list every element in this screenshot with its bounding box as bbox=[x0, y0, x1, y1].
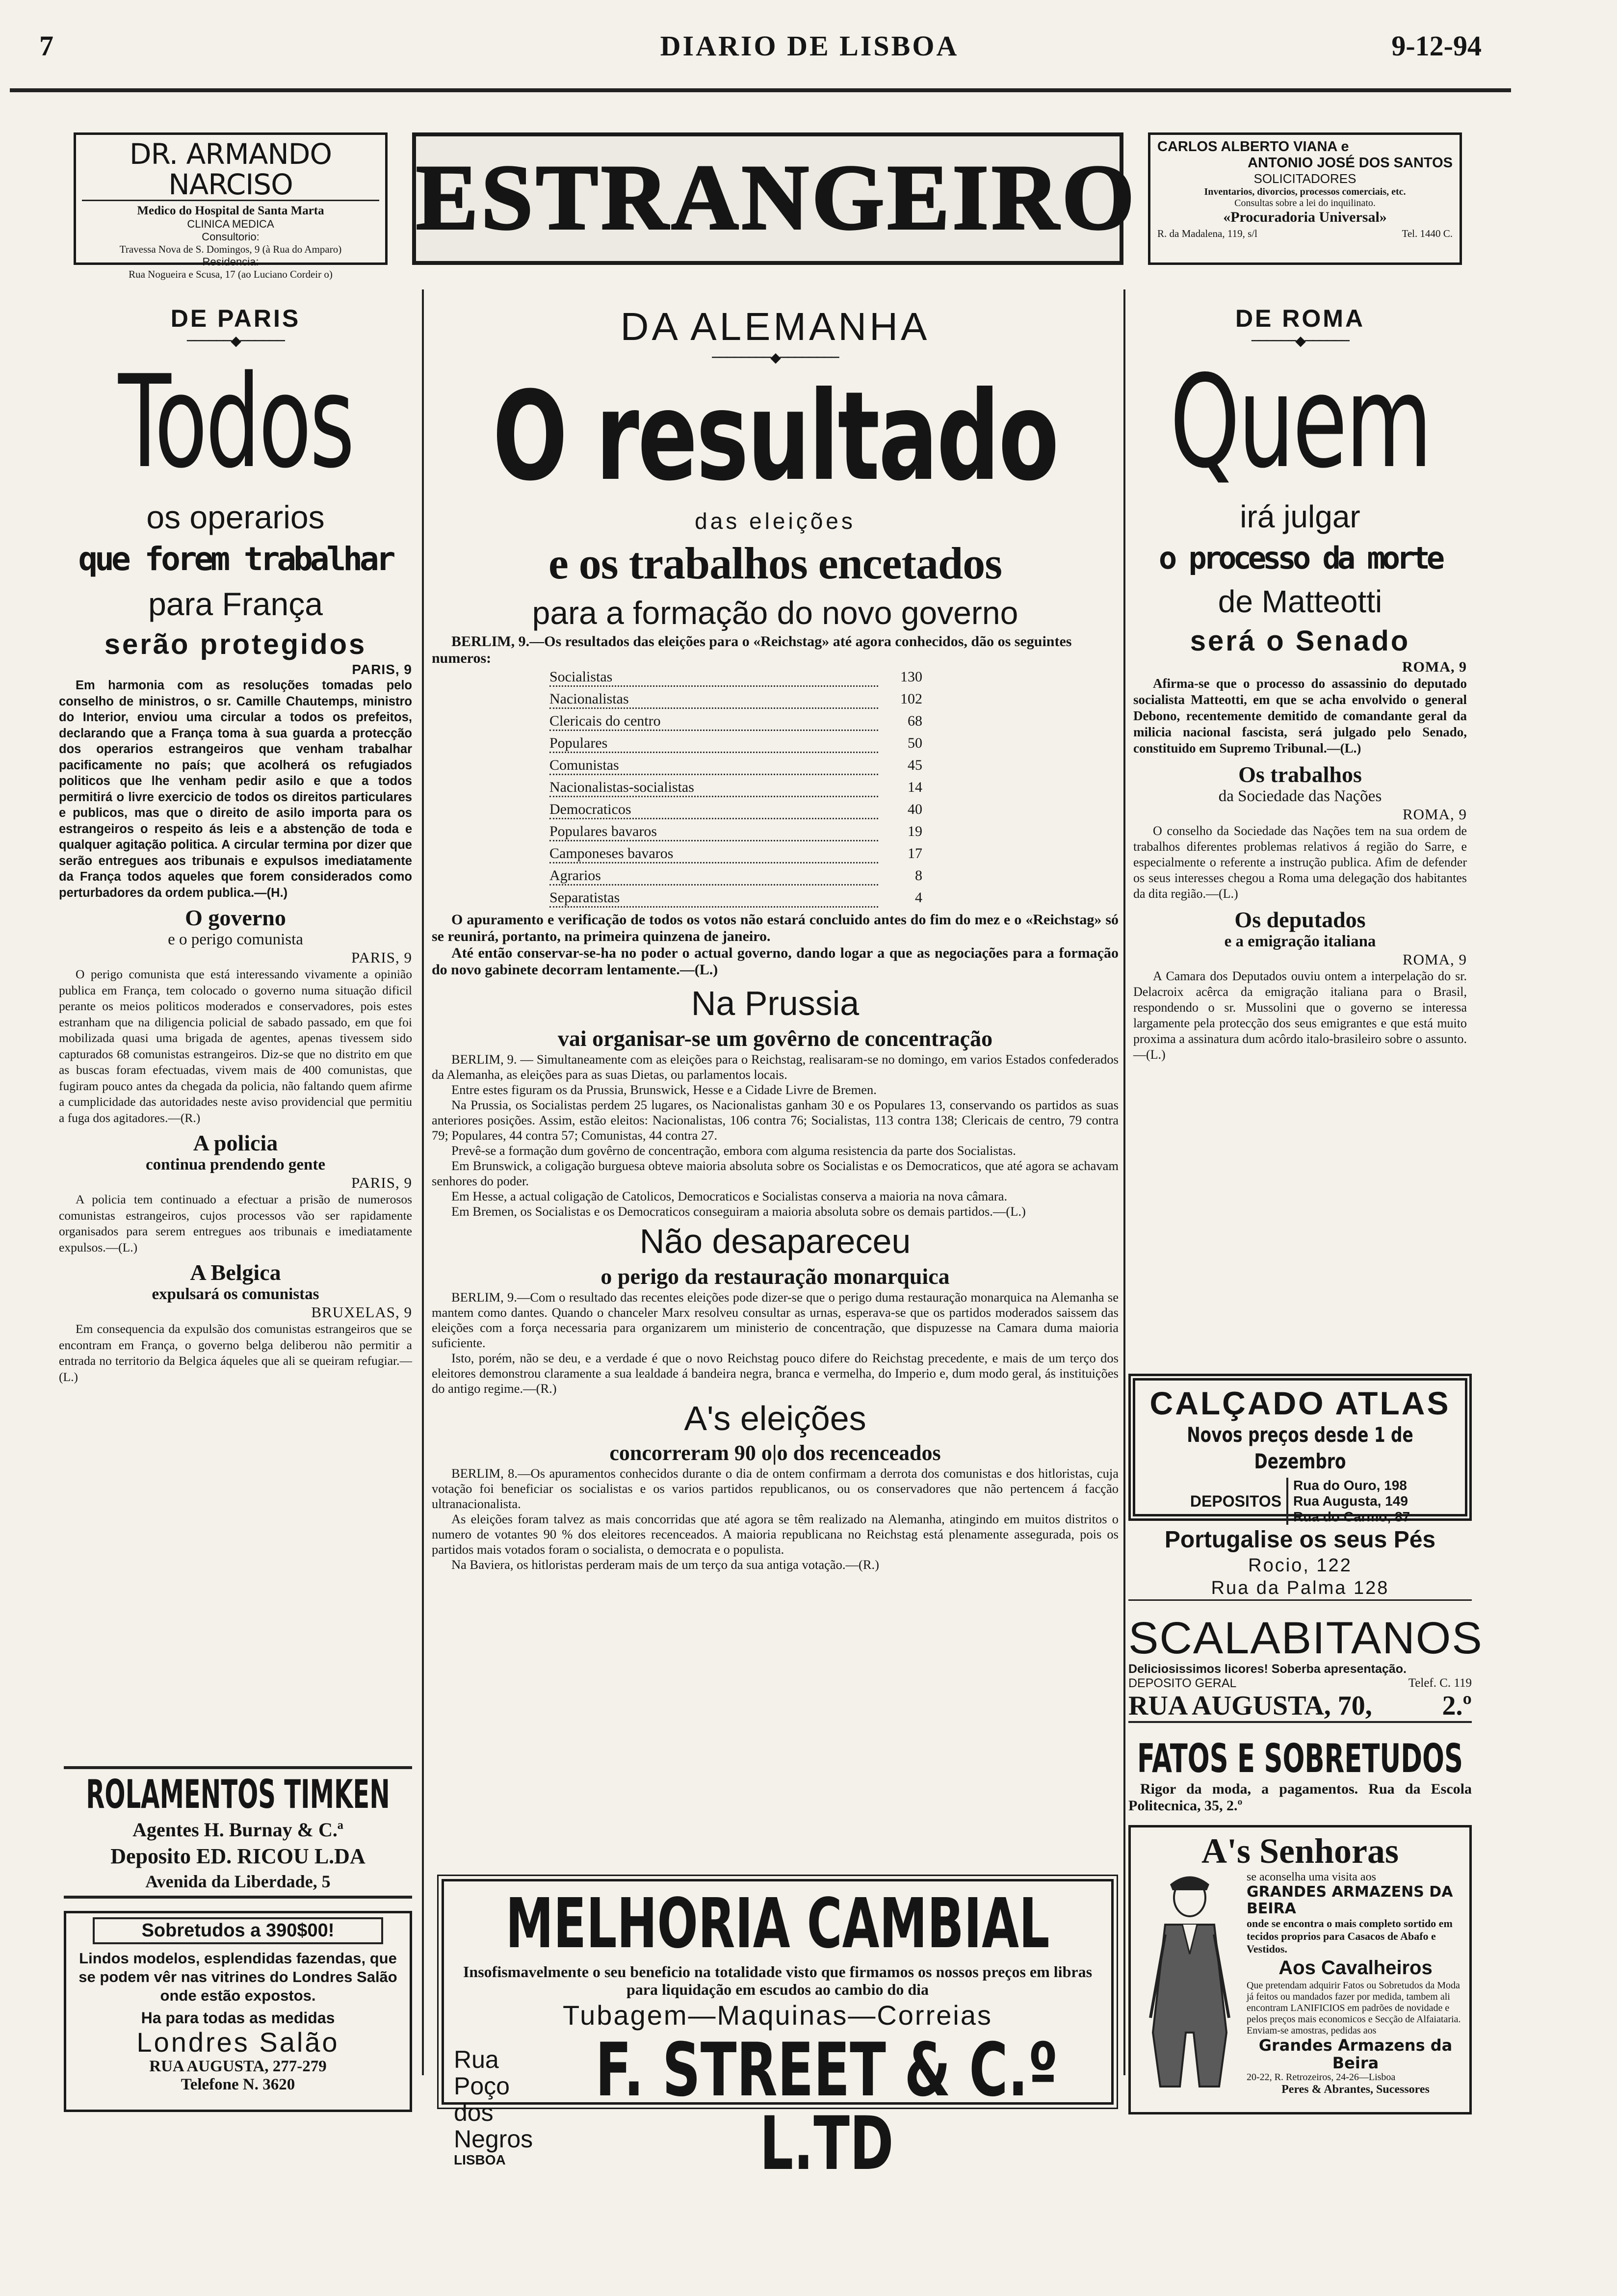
center-s3-body bbox=[432, 1466, 1119, 1572]
ad-pes-line3: Rua da Palma 128 bbox=[1211, 1578, 1389, 1598]
ad-solicitors-line6: «Procuradoria Universal» bbox=[1223, 209, 1387, 225]
ad-doctor-line4: Travessa Nova de S. Domingos, 9 (à Rua do Amparo) bbox=[119, 243, 342, 255]
left-sub1-title: O governo bbox=[185, 905, 286, 930]
left-sub2-body: A policia tem continuado a efectuar a prisão de numerosos comunistas estrangeiros, cujos processos vão ser rapidamente organisados para serem entregues aos tribunais e imediatamente expulsos.—(L.) bbox=[59, 1192, 412, 1254]
ad-armazens-title2: Aos Cavalheiros bbox=[1278, 1957, 1433, 1979]
right-sub2-title: Os deputados bbox=[1234, 907, 1366, 932]
left-sub1-deck: e o perigo comunista bbox=[168, 931, 303, 948]
center-kicker: DA ALEMANHA bbox=[620, 305, 930, 348]
left-sub3-body: Em consequencia da expulsão dos comunistas estrangeiros que se encontram em França, o governo belga deliberou não permitir a entrada no territorio da Belgica áqueles que ali se queiram refugiar.—(L.) bbox=[59, 1322, 412, 1384]
ad-scalabitanos-phone: Telef. C. 119 bbox=[1408, 1676, 1472, 1690]
center-s1-p2: Entre estes figuram os da Prussia, Brunswick, Hesse e a Cidade Livre de Bremen. bbox=[451, 1082, 877, 1097]
center-s1-p7: Em Bremen, os Socialistas e os Democraticos conseguiram a maioria absoluta sobre os demais partidos.—(L.) bbox=[451, 1204, 1026, 1219]
center-s2-p1: BERLIM, 9.—Com o resultado das recentes eleições pode dizer-se que o perigo duma restauração monarquica na Alemanha se mantem como dantes. Quando o chanceler Marx resolveu consultar as urnas, esperava-se que os partidos moderados saissem das eleições com a força necessaria para organizarem um ministerio de concentração, que dispuzesse na Camara duma maioria suficiente. bbox=[432, 1290, 1119, 1350]
ad-atlas-label: DEPOSITOS bbox=[1190, 1492, 1282, 1510]
ad-armazens-line1: se aconselha uma visita aos bbox=[1247, 1871, 1376, 1883]
section-title-box bbox=[412, 132, 1138, 265]
center-s1-p1: BERLIM, 9. — Simultaneamente com as eleições para o Reichstag, realisaram-se no domingo, em varios Estados confederados da Alemanha, as eleições para as suas Dietas, ou parlamentos locais. bbox=[432, 1052, 1119, 1082]
ad-armazens-addr: 20-22, R. Retrozeiros, 24-26—Lisboa bbox=[1247, 2072, 1396, 2083]
left-body bbox=[59, 678, 412, 901]
ad-atlas-addr3: Rua do Carmo, 87 bbox=[1293, 1509, 1410, 1524]
right-sub2-body: A Camara dos Deputados ouviu ontem a interpelação do sr. Delacroix acêrca da emigração italiana para o Brasil, respondendo o sr. Mussolini que o governo se interessa largamente pela protecção dos seus emigrantes e que está muito proxima a assinatura dum acôrdo italo-brasileiro sobre o assunto.—(L.) bbox=[1133, 969, 1467, 1062]
ad-scalabitanos-depot: DEPOSITO GERAL bbox=[1128, 1676, 1237, 1690]
page-number: 7 bbox=[39, 30, 53, 62]
left-sub1-dateline: PARIS, 9 bbox=[351, 949, 412, 966]
center-s2-body bbox=[432, 1290, 1119, 1396]
ad-armazens-owners: Peres & Abrantes, Sucessores bbox=[1281, 2083, 1430, 2096]
right-sub1-deck: da Sociedade das Nações bbox=[1218, 787, 1382, 805]
center-column bbox=[432, 304, 1119, 1572]
center-s1-p5: Em Brunswick, a coligação burguesa obteve maioria absoluta sobre os Socialistas e os Democraticos, que até agora se achavam senhores do poder. bbox=[432, 1158, 1119, 1188]
left-headline: Todos bbox=[118, 348, 353, 496]
results-row: Populares bavaros 19 bbox=[549, 823, 922, 845]
ad-armazens-title: A's Senhoras bbox=[1201, 1831, 1399, 1871]
section-title: ESTRANGEIRO bbox=[416, 146, 1138, 249]
left-deck4: serão protegidos bbox=[104, 628, 367, 660]
center-s3-p2: As eleições foram talvez as mais concorridas que até agora se têm realizado na Alemanha, atingindo em muitos distritos o numero de votantes 90 % dos eleitores recenceados. A maioria republicana no Reichstag está plenamente assegurada, pois os partidos mais votados foram o socialista, o democrata e o populista. bbox=[432, 1512, 1119, 1557]
left-sub2-dateline: PARIS, 9 bbox=[351, 1174, 412, 1191]
right-deck1: irá julgar bbox=[1240, 499, 1360, 534]
ad-street-addr1: Rua Poço bbox=[454, 2046, 510, 2100]
ad-doctor-line6: Rua Nogueira e Scusa, 17 (ao Luciano Cordeir o) bbox=[129, 268, 333, 280]
center-s3-p3: Na Baviera, os hitloristas perderam mais de um terço da sua antiga votação.—(R.) bbox=[451, 1557, 880, 1572]
ad-street-line1: Insofismavelmente o seu beneficio na totalidade visto que firmamos os nossos preços em libras para liquidação em escudos ao cambio do dia bbox=[463, 1963, 1093, 1998]
right-sub2-deck: e a emigração italiana bbox=[1224, 933, 1376, 950]
right-sub2-dateline: ROMA, 9 bbox=[1402, 951, 1467, 968]
center-s2-p2: Isto, porém, não se deu, e a verdade é que o novo Reichstag pouco difere do Reichstag precedente, e mais de um terço dos eleitores demonstrou claramente a sua lealdade á bandeira negra, branca e vermelha, do Imperio e, dum modo geral, ás instituições do antigo regime.—(R.) bbox=[432, 1351, 1119, 1396]
right-deck2: o processo da morte bbox=[1158, 540, 1442, 576]
ad-doctor-box bbox=[74, 132, 388, 280]
election-results-table bbox=[549, 669, 922, 912]
ad-scalabitanos-addr: RUA AUGUSTA, 70, bbox=[1128, 1691, 1372, 1721]
right-deck4: será o Senado bbox=[1190, 625, 1410, 657]
right-deck3: de Matteotti bbox=[1218, 584, 1382, 619]
ad-street-title: MELHORIA CAMBIAL bbox=[505, 1884, 1050, 1964]
ad-solicitors-line1: CARLOS ALBERTO VIANA e bbox=[1157, 139, 1349, 155]
column-rule-left bbox=[422, 289, 424, 2075]
ad-doctor-line3: Consultorio: bbox=[202, 231, 260, 243]
ad-londres-address: RUA AUGUSTA, 277-279 bbox=[149, 2058, 327, 2075]
center-after-table: O apuramento e verificação de todos os votos não estará concluido antes do fim do mez e o «Reichstag» só se reunirá, portanto, na primeira quinzena de janeiro. bbox=[432, 912, 1119, 944]
left-body-text: Em harmonia com as resoluções tomadas pelo conselho de ministros, o sr. Camille Chautemps, ministro do Interior, enviou uma circular a todos os prefeitos, declarando que a França toma à sua guarda a protecção dos operarios estrangeiros que venham trabalhar pacificamente no país; que acolherá os refugiados politicos que lhe venham pedir asilo e que a todos permitirá o livre exercicio de todos os direitos particulares e publicos, mas que o direito de asilo importa para os estrangeiros o respeito ás leis e a abstenção de toda e qualquer agitação politica. A circular termina por dizer que serão entregues aos tribunais e expulsos imediatamente da França todos aqueles que forem considerados como perturbadores da ordem publica.—(H.) bbox=[59, 678, 412, 900]
center-deck2: e os trabalhos encetados bbox=[548, 538, 1002, 588]
ad-pes-box bbox=[1128, 1526, 1472, 1601]
left-deck3: para França bbox=[148, 586, 323, 622]
right-kicker: DE ROMA bbox=[1235, 305, 1365, 332]
right-body: Afirma-se que o processo do assassinio do deputado socialista Matteotti, em que se acha envolvido o general Debono, recentemente demitido de comandante geral da milicia nacional fascista, será julgado pelo Senado, constituido em Supremo Tribunal.—(L.) bbox=[1133, 676, 1467, 756]
left-sub2-title: A policia bbox=[193, 1130, 278, 1155]
column-rule-right bbox=[1123, 289, 1125, 2075]
ad-fatos-body: Rigor da moda, a pagamentos. Rua da Escola Politecnica, 35, 2.º bbox=[1128, 1781, 1472, 1814]
center-lead: BERLIM, 9.—Os resultados das eleições para o «Reichstag» até agora conhecidos, dão os seguintes numeros: bbox=[432, 633, 1072, 666]
right-sub1-body: O conselho da Sociedade das Nações tem na sua ordem de trabalhos diferentes problemas relativos á região do Sarre, e especialmente o referente a instrução publica. Afim de defender os seus interesses chegou a Roma uma delegação dos habitantes da dita região.—(L.) bbox=[1133, 824, 1467, 901]
center-s1-p6: Em Hesse, a actual coligação de Catolicos, Democraticos e Socialistas conserva a maioria na nova câmara. bbox=[451, 1189, 1008, 1203]
center-s1-title: Na Prussia bbox=[691, 984, 860, 1022]
results-row: Nacionalistas-socialistas 14 bbox=[549, 779, 922, 801]
ad-armazens-brand2: Grandes Armazens da Beira bbox=[1258, 2036, 1453, 2072]
ad-londres-phone: Telefone N. 3620 bbox=[181, 2076, 295, 2093]
left-kicker: DE PARIS bbox=[170, 305, 301, 332]
ad-timken-line2: Deposito ED. RICOU L.DA bbox=[110, 1844, 365, 1868]
center-s3-p1: BERLIM, 8.—Os apuramentos conhecidos durante o dia de ontem confirmam a derrota dos comunistas e dos hitloristas, cuja votação foi beneficiar os socialistas e os varios partidos republicanos, ou os conservadores que não pertencem á facção ultranacionalista. bbox=[432, 1466, 1119, 1511]
ad-street-line2: Tubagem—Maquinas—Correias bbox=[563, 2000, 992, 2031]
results-row: Comunistas 45 bbox=[549, 757, 922, 779]
left-sub3-deck: expulsará os comunistas bbox=[152, 1285, 319, 1303]
ad-atlas-line1: Novos preços desde 1 de Dezembro bbox=[1187, 1423, 1413, 1473]
gentleman-illustration bbox=[1136, 1871, 1244, 2096]
center-headline: O resultado bbox=[493, 365, 1058, 508]
ad-atlas-addr2: Rua Augusta, 149 bbox=[1293, 1493, 1408, 1509]
results-row: Agrarios 8 bbox=[549, 867, 922, 889]
ad-atlas-addr1: Rua do Ouro, 198 bbox=[1293, 1478, 1407, 1493]
results-row: Populares 50 bbox=[549, 735, 922, 757]
ad-scalabitanos-floor: 2.º bbox=[1442, 1691, 1472, 1721]
ad-fatos-box bbox=[1128, 1737, 1472, 1814]
ad-solicitors-line4: Inventarios, divorcios, processos comerciais, etc. bbox=[1204, 186, 1406, 197]
ad-street-addr2: dos Negros bbox=[454, 2099, 533, 2153]
ad-timken-box bbox=[64, 1766, 412, 1899]
ad-londres-line1: Ha para todas as medidas bbox=[141, 2009, 335, 2027]
paper-name: DIARIO DE LISBOA bbox=[660, 30, 959, 62]
left-column bbox=[59, 304, 412, 1385]
results-row: Socialistas 130 bbox=[549, 669, 922, 691]
ad-doctor-name: DR. ARMANDO NARCISO bbox=[82, 139, 379, 201]
center-s3-title: A's eleições bbox=[684, 1399, 866, 1437]
center-deck3: para a formação do novo governo bbox=[532, 595, 1018, 631]
ad-pes-line1: Portugalise os seus Pés bbox=[1164, 1527, 1436, 1553]
results-row: Nacionalistas 102 bbox=[549, 691, 922, 713]
ad-timken-brand: ROLAMENTOS TIMKEN bbox=[86, 1772, 390, 1817]
ornament: ──────◆────── bbox=[187, 333, 284, 349]
ad-scalabitanos-box bbox=[1128, 1613, 1483, 1723]
ad-street-brand: F. STREET & C.º L.TD bbox=[595, 2028, 1058, 2187]
right-headline: Quem bbox=[1170, 348, 1431, 496]
ad-street-addr3: LISBOA bbox=[454, 2152, 506, 2167]
ad-doctor-line5: Residencia: bbox=[202, 256, 259, 268]
ad-scalabitanos-line1: Deliciosissimos licores! Soberba apresentação. bbox=[1128, 1662, 1407, 1676]
ad-timken-line3: Avenida da Liberdade, 5 bbox=[145, 1872, 331, 1891]
ad-londres-body: Lindos modelos, esplendidas fazendas, que se podem vêr nas vitrines do Londres Salão onde estão expostos. bbox=[78, 1950, 397, 2004]
ornament-right: ──────◆────── bbox=[1252, 333, 1349, 349]
center-s1-body bbox=[432, 1052, 1119, 1219]
left-sub3-title: A Belgica bbox=[190, 1260, 281, 1285]
center-s1-deck: vai organisar-se um govêrno de concentração bbox=[557, 1026, 993, 1051]
right-dateline: ROMA, 9 bbox=[1402, 659, 1467, 675]
right-column bbox=[1133, 304, 1467, 1063]
ad-doctor-line1: Medico do Hospital de Santa Marta bbox=[137, 204, 324, 217]
ad-solicitors-line3: SOLICITADORES bbox=[1253, 171, 1356, 186]
left-deck1: os operarios bbox=[146, 499, 325, 535]
results-row: Clericais do centro 68 bbox=[549, 713, 922, 735]
ad-solicitors-box bbox=[1148, 132, 1462, 265]
ad-doctor-line2: CLINICA MEDICA bbox=[187, 218, 274, 230]
left-sub1-body: O perigo comunista que está interessando vivamente a opinião publica em França, tem colocado o governo numa situação dificil perante os meios politicos moderados e conservadores, pois estes estranham que na diligencia policial de sabado passado, em que foi mobilizada quasi uma brigada de agentes, apenas tivessem sido capturados 68 comunistas estrangeiros. Diz-se que no distrito em que as buscas foram efectuadas, vivem mais de 400 comunistas, que fugiram pouco antes da chegada da policia, não faltando quem afirme a cumplicidade das autoridades neste aviso providencial que permitiu a fuga dos agitadores.—(R.) bbox=[59, 967, 412, 1125]
ad-scalabitanos-brand: SCALABITANOS bbox=[1128, 1613, 1483, 1663]
ad-street-box bbox=[442, 1879, 1114, 2187]
left-sub3-dateline: BRUXELAS, 9 bbox=[311, 1304, 412, 1321]
ad-solicitors-line2: ANTONIO JOSÉ DOS SANTOS bbox=[1248, 155, 1453, 171]
center-s2-title: Não desapareceu bbox=[639, 1222, 911, 1260]
center-deck1: das eleições bbox=[695, 508, 856, 534]
ad-solicitors-phone: Tel. 1440 C. bbox=[1402, 228, 1453, 239]
right-sub1-dateline: ROMA, 9 bbox=[1402, 806, 1467, 823]
ad-atlas-brand: CALÇADO ATLAS bbox=[1149, 1385, 1451, 1421]
issue-date: 9-12-94 bbox=[1391, 30, 1482, 62]
ad-armazens-brand: GRANDES ARMAZENS DA BEIRA bbox=[1247, 1883, 1453, 1917]
ad-armazens-box bbox=[1128, 1825, 1472, 2114]
ad-londres-box bbox=[64, 1911, 412, 2112]
ad-pes-line2: Rocio, 122 bbox=[1248, 1555, 1352, 1576]
results-row: Separatistas 4 bbox=[549, 889, 922, 912]
ad-armazens-line3: Que pretendam adquirir Fatos ou Sobretudos da Moda já feitos ou mandados fazer por medida, tambem ali encontram LANIFICIOS em padrões de novidade e pelos preços mais economicos e Secção de Alfaiataria. bbox=[1247, 1980, 1461, 2025]
header-rule bbox=[10, 88, 1511, 92]
left-sub2-deck: continua prendendo gente bbox=[145, 1156, 326, 1174]
center-s1-p3: Na Prussia, os Socialistas perdem 25 lugares, os Nacionalistas ganham 30 e os Populares 13, conservando os partidos as suas anteriores posições. Assim, estão eleitos: Nacionalistas, 106 contra 76; Socialistas, 113 contra 138; Clericais de centro, 79 contra 79; Populares, 44 contra 57; Comunistas, 44 contra 27. bbox=[432, 1097, 1119, 1143]
center-s3-deck: concorreram 90 o|o dos recenceados bbox=[609, 1441, 941, 1465]
ad-londres-brand: Londres Salão bbox=[136, 2027, 339, 2058]
ad-armazens-line2: onde se encontra o mais completo sortido em tecidos proprios para Casacos de Abafo e Vestidos. bbox=[1247, 1917, 1453, 1955]
left-deck2: que forem trabalhar bbox=[78, 540, 393, 578]
left-dateline: PARIS, 9 bbox=[352, 662, 412, 677]
center-after-table2: Até então conservar-se-ha no poder o actual governo, dando logar a que as negociações para a formação do novo gabinete decorram lentamente.—(L.) bbox=[432, 945, 1119, 978]
right-sub1-title: Os trabalhos bbox=[1238, 762, 1362, 787]
results-row: Democraticos 40 bbox=[549, 801, 922, 823]
ad-atlas-box bbox=[1128, 1374, 1472, 1524]
ad-londres-title: Sobretudos a 390$00! bbox=[93, 1917, 383, 1944]
results-row: Camponeses bavaros 17 bbox=[549, 845, 922, 867]
ad-armazens-line4: Enviam-se amostras, pedidas aos bbox=[1247, 2025, 1377, 2036]
ad-timken-line1: Agentes H. Burnay & C.ª bbox=[132, 1819, 343, 1841]
ad-solicitors-address: R. da Madalena, 119, s/l bbox=[1157, 228, 1257, 239]
center-s1-p4: Prevê-se a formação dum govêrno de concentração, embora com alguma resistencia da parte dos Socialistas. bbox=[451, 1143, 1016, 1158]
ornament-center: ────────◆──────── bbox=[712, 349, 838, 365]
ad-solicitors-line5: Consultas sobre a lei do inquilinato. bbox=[1234, 198, 1376, 209]
center-s2-deck: o perigo da restauração monarquica bbox=[600, 1264, 950, 1289]
ad-fatos-title: FATOS E SOBRETUDOS bbox=[1137, 1736, 1463, 1781]
